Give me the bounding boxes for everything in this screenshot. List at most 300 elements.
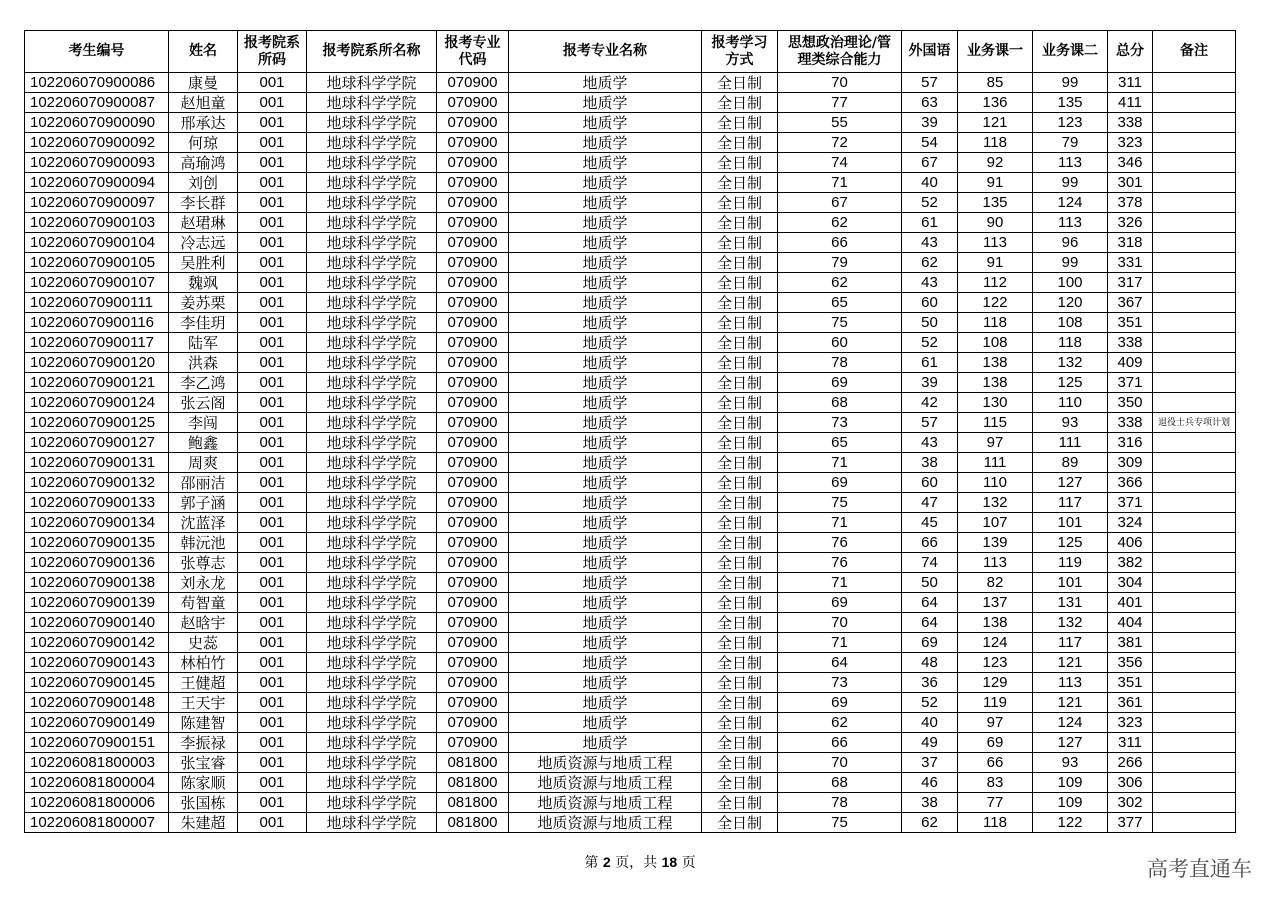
major-name-cell: 地质学 [509,533,702,553]
column-header-major-code: 报考专业 代码 [437,31,509,73]
total-score-cell: 323 [1108,713,1153,733]
remark-cell [1153,753,1236,773]
department-code-cell: 001 [238,753,307,773]
candidate-id-cell: 102206070900111 [25,293,169,313]
subject2-score-cell: 96 [1033,233,1108,253]
politics-score-cell: 70 [778,753,902,773]
major-code-cell: 070900 [437,613,509,633]
study-mode-cell: 全日制 [702,793,778,813]
total-score-cell: 304 [1108,573,1153,593]
department-name-cell: 地球科学学院 [307,793,437,813]
study-mode-cell: 全日制 [702,393,778,413]
foreign-language-score-cell: 43 [902,273,958,293]
subject2-score-cell: 93 [1033,413,1108,433]
politics-score-cell: 55 [778,113,902,133]
subject1-score-cell: 111 [958,453,1033,473]
candidate-id-cell: 102206070900104 [25,233,169,253]
department-name-cell: 地球科学学院 [307,313,437,333]
foreign-language-score-cell: 50 [902,573,958,593]
department-code-cell: 001 [238,133,307,153]
department-name-cell: 地球科学学院 [307,113,437,133]
subject1-score-cell: 97 [958,713,1033,733]
foreign-language-score-cell: 36 [902,673,958,693]
remark-cell [1153,293,1236,313]
major-name-cell: 地质学 [509,353,702,373]
foreign-language-score-cell: 61 [902,213,958,233]
major-code-cell: 070900 [437,693,509,713]
foreign-language-score-cell: 57 [902,73,958,93]
candidate-name-cell: 邢承达 [169,113,238,133]
politics-score-cell: 71 [778,453,902,473]
department-name-cell: 地球科学学院 [307,613,437,633]
remark-cell [1153,813,1236,833]
department-name-cell: 地球科学学院 [307,353,437,373]
remark-cell [1153,793,1236,813]
major-code-cell: 070900 [437,373,509,393]
study-mode-cell: 全日制 [702,373,778,393]
study-mode-cell: 全日制 [702,153,778,173]
major-code-cell: 081800 [437,793,509,813]
remark-cell [1153,93,1236,113]
table-row [25,73,1236,93]
subject1-score-cell: 129 [958,673,1033,693]
subject1-score-cell: 138 [958,353,1033,373]
candidate-id-cell: 102206070900143 [25,653,169,673]
department-code-cell: 001 [238,193,307,213]
major-name-cell: 地质资源与地质工程 [509,813,702,833]
subject1-score-cell: 113 [958,233,1033,253]
subject2-score-cell: 122 [1033,813,1108,833]
table-row [25,613,1236,633]
total-score-cell: 311 [1108,733,1153,753]
foreign-language-score-cell: 62 [902,813,958,833]
candidate-name-cell: 李振禄 [169,733,238,753]
major-name-cell: 地质学 [509,293,702,313]
department-code-cell: 001 [238,733,307,753]
major-code-cell: 070900 [437,233,509,253]
candidate-id-cell: 102206070900132 [25,473,169,493]
subject1-score-cell: 119 [958,693,1033,713]
major-name-cell: 地质学 [509,653,702,673]
remark-cell [1153,493,1236,513]
watermark: 高考直通车 [1147,857,1252,881]
major-name-cell: 地质学 [509,153,702,173]
candidate-name-cell: 郭子涵 [169,493,238,513]
politics-score-cell: 71 [778,513,902,533]
total-score-cell: 371 [1108,373,1153,393]
politics-score-cell: 65 [778,293,902,313]
column-header-subject1-score: 业务课一 [958,31,1033,73]
department-code-cell: 001 [238,793,307,813]
major-name-cell: 地质学 [509,113,702,133]
major-code-cell: 070900 [437,573,509,593]
politics-score-cell: 73 [778,413,902,433]
department-name-cell: 地球科学学院 [307,133,437,153]
department-name-cell: 地球科学学院 [307,333,437,353]
major-code-cell: 070900 [437,633,509,653]
subject2-score-cell: 79 [1033,133,1108,153]
candidate-name-cell: 姜苏栗 [169,293,238,313]
remark-cell [1153,653,1236,673]
total-score-cell: 406 [1108,533,1153,553]
column-header-foreign-language-score: 外国语 [902,31,958,73]
candidate-name-cell: 刘永龙 [169,573,238,593]
major-code-cell: 070900 [437,733,509,753]
major-code-cell: 070900 [437,393,509,413]
department-name-cell: 地球科学学院 [307,153,437,173]
foreign-language-score-cell: 39 [902,373,958,393]
total-score-cell: 351 [1108,313,1153,333]
major-code-cell: 070900 [437,413,509,433]
table-row [25,253,1236,273]
candidate-name-cell: 魏飒 [169,273,238,293]
major-code-cell: 070900 [437,353,509,373]
subject2-score-cell: 113 [1033,153,1108,173]
department-code-cell: 001 [238,533,307,553]
total-score-cell: 338 [1108,333,1153,353]
major-code-cell: 070900 [437,493,509,513]
politics-score-cell: 72 [778,133,902,153]
major-code-cell: 070900 [437,473,509,493]
department-code-cell: 001 [238,333,307,353]
subject2-score-cell: 132 [1033,353,1108,373]
candidate-name-cell: 陈家顺 [169,773,238,793]
column-header-department-code: 报考院系 所码 [238,31,307,73]
department-code-cell: 001 [238,73,307,93]
subject2-score-cell: 99 [1033,73,1108,93]
total-score-cell: 346 [1108,153,1153,173]
politics-score-cell: 65 [778,433,902,453]
major-code-cell: 070900 [437,513,509,533]
study-mode-cell: 全日制 [702,273,778,293]
total-score-cell: 350 [1108,393,1153,413]
study-mode-cell: 全日制 [702,813,778,833]
table-row [25,593,1236,613]
department-name-cell: 地球科学学院 [307,253,437,273]
candidate-name-cell: 赵晗宇 [169,613,238,633]
study-mode-cell: 全日制 [702,173,778,193]
candidate-id-cell: 102206070900140 [25,613,169,633]
candidate-name-cell: 赵珺琳 [169,213,238,233]
department-code-cell: 001 [238,313,307,333]
subject1-score-cell: 91 [958,173,1033,193]
study-mode-cell: 全日制 [702,413,778,433]
total-score-cell: 331 [1108,253,1153,273]
department-code-cell: 001 [238,713,307,733]
major-name-cell: 地质学 [509,93,702,113]
column-header-department-name: 报考院系所名称 [307,31,437,73]
foreign-language-score-cell: 52 [902,333,958,353]
politics-score-cell: 73 [778,673,902,693]
foreign-language-score-cell: 67 [902,153,958,173]
department-code-cell: 001 [238,773,307,793]
total-score-cell: 317 [1108,273,1153,293]
study-mode-cell: 全日制 [702,693,778,713]
major-code-cell: 070900 [437,173,509,193]
study-mode-cell: 全日制 [702,333,778,353]
major-name-cell: 地质资源与地质工程 [509,773,702,793]
subject1-score-cell: 138 [958,613,1033,633]
foreign-language-score-cell: 61 [902,353,958,373]
remark-cell [1153,73,1236,93]
study-mode-cell: 全日制 [702,593,778,613]
subject2-score-cell: 132 [1033,613,1108,633]
study-mode-cell: 全日制 [702,73,778,93]
remark-cell [1153,713,1236,733]
candidate-id-cell: 102206070900090 [25,113,169,133]
politics-score-cell: 71 [778,633,902,653]
department-name-cell: 地球科学学院 [307,693,437,713]
subject1-score-cell: 82 [958,573,1033,593]
total-score-cell: 324 [1108,513,1153,533]
major-code-cell: 070900 [437,253,509,273]
department-code-cell: 001 [238,493,307,513]
table-body [25,73,1236,833]
table-row [25,353,1236,373]
major-name-cell: 地质学 [509,393,702,413]
subject2-score-cell: 110 [1033,393,1108,413]
total-score-cell: 382 [1108,553,1153,573]
department-code-cell: 001 [238,693,307,713]
candidate-name-cell: 吴胜利 [169,253,238,273]
candidate-name-cell: 周爽 [169,453,238,473]
politics-score-cell: 71 [778,173,902,193]
major-name-cell: 地质学 [509,133,702,153]
foreign-language-score-cell: 37 [902,753,958,773]
department-code-cell: 001 [238,273,307,293]
department-code-cell: 001 [238,573,307,593]
study-mode-cell: 全日制 [702,513,778,533]
major-code-cell: 081800 [437,813,509,833]
total-score-cell: 318 [1108,233,1153,253]
politics-score-cell: 70 [778,613,902,633]
remark-cell [1153,253,1236,273]
major-name-cell: 地质学 [509,733,702,753]
department-code-cell: 001 [238,553,307,573]
department-name-cell: 地球科学学院 [307,593,437,613]
subject1-score-cell: 113 [958,553,1033,573]
subject2-score-cell: 125 [1033,373,1108,393]
remark-cell [1153,393,1236,413]
remark-cell [1153,333,1236,353]
remark-cell [1153,573,1236,593]
major-name-cell: 地质学 [509,433,702,453]
department-code-cell: 001 [238,473,307,493]
total-score-cell: 316 [1108,433,1153,453]
department-name-cell: 地球科学学院 [307,393,437,413]
major-name-cell: 地质学 [509,313,702,333]
remark-cell [1153,633,1236,653]
table-row [25,313,1236,333]
total-score-cell: 367 [1108,293,1153,313]
foreign-language-score-cell: 50 [902,313,958,333]
candidate-id-cell: 102206070900151 [25,733,169,753]
department-name-cell: 地球科学学院 [307,413,437,433]
remark-cell [1153,773,1236,793]
remark-cell [1153,213,1236,233]
politics-score-cell: 78 [778,353,902,373]
candidate-name-cell: 洪森 [169,353,238,373]
candidate-name-cell: 邵丽洁 [169,473,238,493]
foreign-language-score-cell: 60 [902,293,958,313]
foreign-language-score-cell: 46 [902,773,958,793]
candidate-name-cell: 王天宇 [169,693,238,713]
major-code-cell: 070900 [437,653,509,673]
study-mode-cell: 全日制 [702,493,778,513]
candidate-name-cell: 王健超 [169,673,238,693]
total-score-cell: 361 [1108,693,1153,713]
candidate-name-cell: 张国栋 [169,793,238,813]
study-mode-cell: 全日制 [702,313,778,333]
department-code-cell: 001 [238,393,307,413]
table-row [25,173,1236,193]
candidate-id-cell: 102206070900093 [25,153,169,173]
subject2-score-cell: 117 [1033,633,1108,653]
column-header-candidate-name: 姓名 [169,31,238,73]
foreign-language-score-cell: 60 [902,473,958,493]
subject2-score-cell: 109 [1033,773,1108,793]
politics-score-cell: 74 [778,153,902,173]
politics-score-cell: 75 [778,813,902,833]
candidate-id-cell: 102206070900117 [25,333,169,353]
foreign-language-score-cell: 45 [902,513,958,533]
subject2-score-cell: 124 [1033,713,1108,733]
subject1-score-cell: 90 [958,213,1033,233]
major-name-cell: 地质学 [509,553,702,573]
subject2-score-cell: 127 [1033,733,1108,753]
major-name-cell: 地质学 [509,193,702,213]
candidate-id-cell: 102206070900138 [25,573,169,593]
total-score-cell: 411 [1108,93,1153,113]
study-mode-cell: 全日制 [702,753,778,773]
department-name-cell: 地球科学学院 [307,673,437,693]
candidate-id-cell: 102206070900125 [25,413,169,433]
foreign-language-score-cell: 40 [902,173,958,193]
candidate-name-cell: 林柏竹 [169,653,238,673]
major-code-cell: 070900 [437,133,509,153]
major-name-cell: 地质学 [509,633,702,653]
table-row [25,713,1236,733]
total-score-cell: 306 [1108,773,1153,793]
foreign-language-score-cell: 40 [902,713,958,733]
candidate-id-cell: 102206070900107 [25,273,169,293]
table-row [25,273,1236,293]
remark-cell [1153,133,1236,153]
major-name-cell: 地质学 [509,213,702,233]
total-score-cell: 326 [1108,213,1153,233]
study-mode-cell: 全日制 [702,253,778,273]
subject1-score-cell: 85 [958,73,1033,93]
foreign-language-score-cell: 57 [902,413,958,433]
subject1-score-cell: 69 [958,733,1033,753]
candidate-id-cell: 102206081800007 [25,813,169,833]
department-code-cell: 001 [238,813,307,833]
table-row [25,473,1236,493]
candidate-id-cell: 102206070900133 [25,493,169,513]
total-score-cell: 377 [1108,813,1153,833]
politics-score-cell: 75 [778,493,902,513]
subject2-score-cell: 124 [1033,193,1108,213]
candidate-name-cell: 李闯 [169,413,238,433]
table-row [25,373,1236,393]
table-row [25,293,1236,313]
subject2-score-cell: 109 [1033,793,1108,813]
politics-score-cell: 78 [778,793,902,813]
foreign-language-score-cell: 52 [902,193,958,213]
foreign-language-score-cell: 74 [902,553,958,573]
candidate-id-cell: 102206070900087 [25,93,169,113]
subject1-score-cell: 112 [958,273,1033,293]
table-row [25,233,1236,253]
department-code-cell: 001 [238,593,307,613]
column-header-subject2-score: 业务课二 [1033,31,1108,73]
candidate-id-cell: 102206081800004 [25,773,169,793]
candidate-name-cell: 苟智童 [169,593,238,613]
candidate-name-cell: 刘创 [169,173,238,193]
subject2-score-cell: 123 [1033,113,1108,133]
major-name-cell: 地质学 [509,493,702,513]
study-mode-cell: 全日制 [702,113,778,133]
department-code-cell: 001 [238,233,307,253]
table-row [25,413,1236,433]
study-mode-cell: 全日制 [702,473,778,493]
major-code-cell: 070900 [437,533,509,553]
politics-score-cell: 77 [778,93,902,113]
remark-cell [1153,533,1236,553]
department-code-cell: 001 [238,153,307,173]
major-name-cell: 地质学 [509,253,702,273]
total-pages-number: 18 [661,854,678,870]
study-mode-cell: 全日制 [702,293,778,313]
table-row [25,193,1236,213]
subject2-score-cell: 93 [1033,753,1108,773]
politics-score-cell: 64 [778,653,902,673]
candidate-id-cell: 102206070900097 [25,193,169,213]
remark-cell [1153,233,1236,253]
department-name-cell: 地球科学学院 [307,193,437,213]
major-name-cell: 地质学 [509,593,702,613]
candidate-id-cell: 102206070900131 [25,453,169,473]
subject1-score-cell: 122 [958,293,1033,313]
subject2-score-cell: 113 [1033,213,1108,233]
subject1-score-cell: 135 [958,193,1033,213]
candidate-id-cell: 102206070900142 [25,633,169,653]
candidate-name-cell: 李长群 [169,193,238,213]
study-mode-cell: 全日制 [702,773,778,793]
subject1-score-cell: 138 [958,373,1033,393]
department-code-cell: 001 [238,373,307,393]
subject1-score-cell: 108 [958,333,1033,353]
foreign-language-score-cell: 54 [902,133,958,153]
page-label-middle: 页，共 [610,855,662,871]
remark-cell [1153,673,1236,693]
subject2-score-cell: 101 [1033,573,1108,593]
department-name-cell: 地球科学学院 [307,473,437,493]
candidate-name-cell: 张云阁 [169,393,238,413]
table-row [25,393,1236,413]
subject2-score-cell: 127 [1033,473,1108,493]
foreign-language-score-cell: 38 [902,453,958,473]
remark-cell [1153,553,1236,573]
remark-cell: 退役士兵专项计划 [1153,413,1236,433]
table-row [25,773,1236,793]
foreign-language-score-cell: 39 [902,113,958,133]
total-score-cell: 311 [1108,73,1153,93]
major-code-cell: 070900 [437,113,509,133]
candidate-id-cell: 102206070900149 [25,713,169,733]
politics-score-cell: 70 [778,73,902,93]
total-score-cell: 338 [1108,113,1153,133]
